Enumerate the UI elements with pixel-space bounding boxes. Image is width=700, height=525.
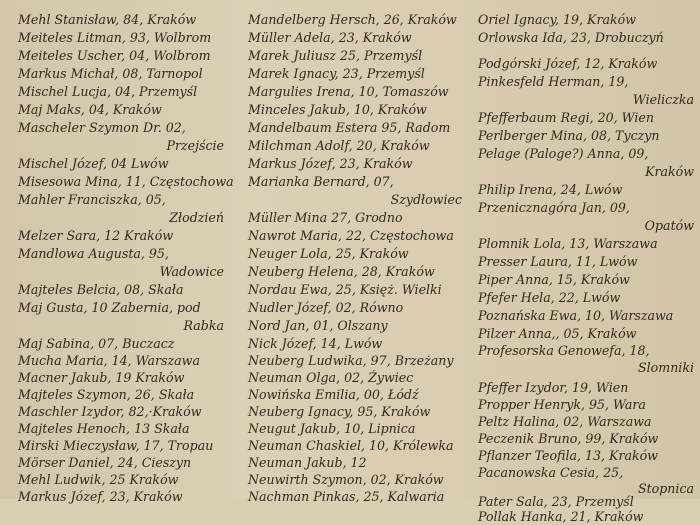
list-item: Markus Michał, 08, Tarnopol bbox=[18, 66, 203, 81]
list-item: Mandlowa Augusta, 95, bbox=[18, 246, 169, 261]
list-item: Pfefer Hela, 22, Lwów bbox=[478, 290, 621, 305]
list-item: Müller Adela, 23, Kraków bbox=[248, 30, 412, 45]
list-item: Nord Jan, 01, Olszany bbox=[248, 318, 388, 333]
list-item: Nick Józef, 14, Lwów bbox=[248, 336, 383, 351]
list-item: Pfeffer Izydor, 19, Wien bbox=[478, 380, 629, 395]
list-item: Mandelberg Hersch, 26, Kraków bbox=[248, 12, 457, 27]
list-item: Neuberg Ludwika, 97, Brzeżany bbox=[248, 353, 454, 368]
list-item: Pater Sala, 23, Przemyśl bbox=[478, 494, 634, 509]
list-item: Perlberger Mina, 08, Tyczyn bbox=[478, 128, 660, 143]
list-item-continuation: Przejście bbox=[166, 138, 224, 153]
list-item: Neuman Olga, 02, Żywiec bbox=[248, 370, 414, 385]
list-item-continuation: Rabka bbox=[183, 318, 224, 333]
list-item: Maschler Izydor, 82,·Kraków bbox=[18, 404, 202, 419]
list-item: Majteles Belcia, 08, Skała bbox=[18, 282, 184, 297]
list-item: Milchman Adolf, 20, Kraków bbox=[248, 138, 430, 153]
list-item: Poznańska Ewa, 10, Warszawa bbox=[478, 308, 674, 323]
list-item: Mahler Franciszka, 05, bbox=[18, 192, 166, 207]
list-item: Mischel Józef, 04 Lwów bbox=[18, 156, 169, 171]
list-item: Mörser Daniel, 24, Cieszyn bbox=[18, 455, 192, 470]
list-item: Maj Maks, 04, Kraków bbox=[18, 102, 162, 117]
list-item-continuation: Złodzień bbox=[169, 210, 224, 225]
list-item: Oriel Ignacy, 19, Kraków bbox=[478, 12, 636, 27]
list-item: Orlowska Ida, 23, Drobuczyń bbox=[478, 30, 664, 45]
list-item: Müller Mina 27, Grodno bbox=[248, 210, 403, 225]
list-item: Mirski Mieczysław, 17, Tropau bbox=[18, 438, 214, 453]
list-item: Mehl Stanisław, 84, Kraków bbox=[18, 12, 197, 27]
list-item: Marianka Bernard, 07, bbox=[248, 174, 394, 189]
list-item: Mascheler Szymon Dr. 02, bbox=[18, 120, 186, 135]
list-item: Peczenik Bruno, 99, Kraków bbox=[478, 431, 659, 446]
list-item-continuation: Kraków bbox=[645, 164, 694, 179]
list-item: Philip Irena, 24, Lwów bbox=[478, 182, 623, 197]
list-item: Minceles Jakub, 10, Kraków bbox=[248, 102, 427, 117]
list-item: Nawrot Maria, 22, Częstochowa bbox=[248, 228, 454, 243]
list-item: Neuwirth Szymon, 02, Kraków bbox=[248, 472, 444, 487]
list-item: Marek Ignacy, 23, Przemyśl bbox=[248, 66, 425, 81]
list-item: Nordau Ewa, 25, Księż. Wielki bbox=[248, 282, 442, 297]
list-item: Markus Józef, 23, Kraków bbox=[248, 156, 413, 171]
list-item: Majteles Henoch, 13 Skała bbox=[18, 421, 190, 436]
list-item: Nowińska Emilia, 00, Łódź bbox=[248, 387, 419, 402]
list-item: Pfefferbaum Regi, 20, Wien bbox=[478, 110, 654, 125]
list-item: Markus Józef, 23, Kraków bbox=[18, 489, 183, 504]
list-item: Meiteles Uscher, 04, Wolbrom bbox=[18, 48, 211, 63]
list-item: Neugut Jakub, 10, Lipnica bbox=[248, 421, 416, 436]
list-item: Meiteles Litman, 93, Wolbrom bbox=[18, 30, 212, 45]
list-item: Pollak Hanka, 21, Kraków bbox=[478, 509, 644, 524]
list-item: Pflanzer Teofila, 13, Kraków bbox=[478, 448, 658, 463]
list-item: Neuman Jakub, 12 bbox=[248, 455, 367, 470]
list-item: Margulies Irena, 10, Tomaszów bbox=[248, 84, 449, 99]
list-item: Profesorska Genowefa, 18, bbox=[478, 343, 650, 358]
list-item: Macner Jakub, 19 Kraków bbox=[18, 370, 185, 385]
list-item-continuation: Szydłowiec bbox=[390, 192, 462, 207]
list-item: Pelage (Paloge?) Anna, 09, bbox=[478, 146, 649, 161]
list-item: Pinkesfeld Herman, 19, bbox=[478, 74, 629, 89]
list-item: Neuman Chaskiel, 10, Królewka bbox=[248, 438, 454, 453]
list-item: Neuberg Helena, 28, Kraków bbox=[248, 264, 435, 279]
list-item-continuation: Wadowice bbox=[159, 264, 224, 279]
list-item: Mischel Lucja, 04, Przemyśl bbox=[18, 84, 198, 99]
list-item-continuation: Slomniki bbox=[638, 360, 694, 375]
list-item: Podgórski Józef, 12, Kraków bbox=[478, 56, 658, 71]
list-item: Misesowa Mina, 11, Częstochowa bbox=[18, 174, 234, 189]
list-item: Przenicznagóra Jan, 09, bbox=[478, 200, 630, 215]
list-item-continuation: Wieliczka bbox=[632, 92, 694, 107]
list-item: Neuger Lola, 25, Kraków bbox=[248, 246, 409, 261]
list-item: Majteles Szymon, 26, Skała bbox=[18, 387, 195, 402]
list-item: Neuberg Ignacy, 95, Kraków bbox=[248, 404, 431, 419]
list-item: Propper Henryk, 95, Wara bbox=[478, 397, 646, 412]
list-item-continuation: Opatów bbox=[644, 218, 694, 233]
list-item: Presser Laura, 11, Lwów bbox=[478, 254, 638, 269]
list-item: Melzer Sara, 12 Kraków bbox=[18, 228, 174, 243]
list-item: Plomnik Lola, 13, Warszawa bbox=[478, 236, 658, 251]
list-item: Nachman Pinkas, 25, Kalwaria bbox=[248, 489, 445, 504]
list-item-continuation: Stopnica bbox=[637, 481, 694, 496]
list-item: Marek Juliusz 25, Przemyśl bbox=[248, 48, 423, 63]
list-item: Piper Anna, 15, Kraków bbox=[478, 272, 630, 287]
list-item: Mandelbaum Estera 95, Radom bbox=[248, 120, 451, 135]
list-item: Peltz Halina, 02, Warszawa bbox=[478, 414, 652, 429]
list-item: Maj Gusta, 10 Zabernia, pod bbox=[18, 300, 201, 315]
list-item: Nudler Józef, 02, Równo bbox=[248, 300, 404, 315]
list-item: Pilzer Anna,, 05, Kraków bbox=[478, 326, 637, 341]
list-item: Mehl Ludwik, 25 Kraków bbox=[18, 472, 179, 487]
list-item: Pacanowska Cesia, 25, bbox=[478, 465, 624, 480]
list-item: Maj Sabina, 07, Buczacz bbox=[18, 336, 175, 351]
list-item: Mucha Maria, 14, Warszawa bbox=[18, 353, 200, 368]
